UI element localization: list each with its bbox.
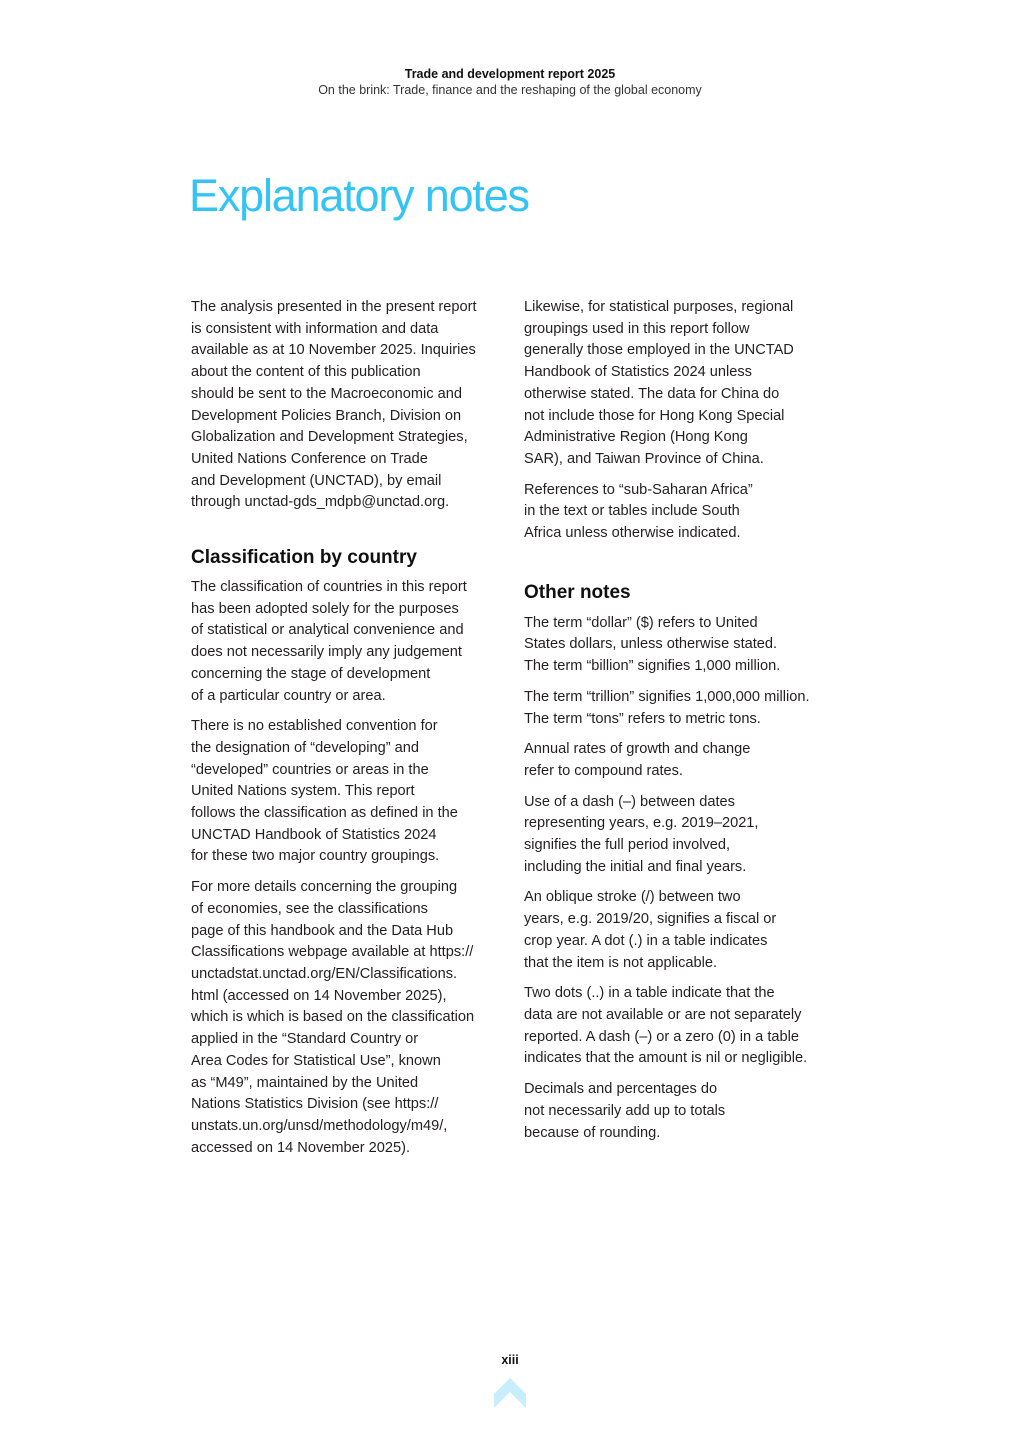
text-line: in the text or tables include South — [524, 503, 740, 520]
oblique-stroke-paragraph — [524, 887, 834, 974]
report-title: Trade and development report 2025 — [404, 67, 616, 81]
text-line: unctadstat.unctad.org/EN/Classifications. — [191, 965, 458, 982]
text-line: Classifications webpage available at https:// — [191, 944, 474, 961]
right-column — [524, 297, 834, 1153]
left-column — [191, 297, 501, 1168]
text-line: An oblique stroke (/) between two — [524, 889, 741, 906]
text-line: Africa unless otherwise indicated. — [524, 525, 741, 542]
text-line: years, e.g. 2019/20, signifies a fiscal or — [524, 911, 777, 928]
text-line: Two dots (..) in a table indicate that the — [524, 985, 775, 1002]
text-line: generally those employed in the UNCTAD — [524, 342, 794, 359]
growth-rates-paragraph — [524, 739, 834, 782]
running-header — [0, 66, 1020, 98]
text-line: United Nations Conference on Trade — [191, 450, 428, 467]
text-line: “developed” countries or areas in the — [191, 761, 429, 778]
text-line: groupings used in this report follow — [524, 320, 750, 337]
text-line: refer to compound rates. — [524, 762, 683, 779]
text-line: does not necessarily imply any judgement — [191, 644, 462, 661]
text-line: Likewise, for statistical purposes, regional — [524, 299, 794, 315]
text-line: data are not available or are not separately — [524, 1006, 802, 1023]
text-line: the designation of “developing” and — [191, 739, 419, 756]
text-line: Annual rates of growth and change — [524, 741, 751, 758]
text-line: The classification of countries in this report — [191, 579, 467, 596]
text-line: of a particular country or area. — [191, 687, 386, 704]
text-line: UNCTAD Handbook of Statistics 2024 — [191, 826, 437, 843]
text-line: follows the classification as defined in the — [191, 805, 458, 822]
text-line: Decimals and percentages do — [524, 1081, 718, 1098]
regional-groupings-paragraph — [524, 297, 834, 471]
page-title: Explanatory notes — [189, 170, 529, 221]
text-line: about the content of this publication — [191, 364, 421, 381]
trillion-note-paragraph — [524, 687, 834, 730]
page-footer — [0, 1352, 1020, 1368]
text-line: available as at 10 November 2025. Inquiries — [191, 342, 476, 359]
text-line: Use of a dash (–) between dates — [524, 793, 735, 810]
report-subtitle: On the brink: Trade, finance and the reshaping of the global economy — [318, 83, 702, 97]
text-line: The term “billion” signifies 1,000 million. — [524, 658, 781, 675]
intro-paragraph — [191, 297, 501, 514]
text-line: The term “tons” refers to metric tons. — [524, 710, 761, 727]
text-line: Administrative Region (Hong Kong — [524, 429, 748, 446]
text-line: html (accessed on 14 November 2025), — [191, 987, 447, 1004]
text-line: which is which is based on the classification — [191, 1009, 475, 1026]
text-line: signifies the full period involved, — [524, 837, 731, 854]
text-line: Area Codes for Statistical Use”, known — [191, 1052, 441, 1069]
text-line: SAR), and Taiwan Province of China. — [524, 450, 764, 467]
text-line: accessed on 14 November 2025). — [191, 1139, 411, 1156]
text-line: through unctad-gds_mdpb@unctad.org. — [191, 494, 450, 511]
classification-paragraph-3 — [191, 877, 501, 1159]
text-line: is consistent with information and data — [191, 320, 439, 337]
text-line: and Development (UNCTAD), by email — [191, 472, 442, 489]
text-line: indicates that the amount is nil or negligible. — [524, 1050, 808, 1067]
text-line: References to “sub-Saharan Africa” — [524, 481, 753, 498]
text-line: The term “dollar” ($) refers to United — [524, 614, 758, 631]
text-line: States dollars, unless otherwise stated. — [524, 636, 778, 653]
classification-paragraph-1 — [191, 577, 501, 707]
text-line: not include those for Hong Kong Special — [524, 407, 785, 424]
back-to-top-button[interactable] — [494, 1378, 526, 1408]
text-line: Globalization and Development Strategies, — [191, 429, 468, 446]
text-line: as “M49”, maintained by the United — [191, 1074, 419, 1091]
text-line: of economies, see the classifications — [191, 900, 428, 917]
text-line: has been adopted solely for the purposes — [191, 600, 459, 617]
text-line: United Nations system. This report — [191, 783, 415, 800]
text-line: Development Policies Branch, Division on — [191, 407, 462, 424]
sub-saharan-africa-paragraph — [524, 480, 834, 545]
text-line: because of rounding. — [524, 1124, 661, 1141]
two-dots-paragraph — [524, 983, 834, 1070]
text-line: There is no established convention for — [191, 718, 438, 735]
classification-heading: Classification by country — [191, 547, 417, 569]
dash-note-paragraph — [524, 792, 834, 879]
text-line: reported. A dash (–) or a zero (0) in a table — [524, 1028, 800, 1045]
classification-paragraph-2 — [191, 716, 501, 868]
text-line: should be sent to the Macroeconomic and — [191, 385, 462, 402]
chevron-up-icon — [494, 1378, 526, 1408]
text-line: applied in the “Standard Country or — [191, 1031, 419, 1048]
page-number: xiii — [501, 1353, 519, 1367]
text-line: of statistical or analytical convenience and — [191, 622, 464, 639]
text-line: not necessarily add up to totals — [524, 1102, 726, 1119]
rounding-paragraph — [524, 1079, 834, 1144]
text-line: unstats.un.org/unsd/methodology/m49/, — [191, 1117, 448, 1134]
text-line: otherwise stated. The data for China do — [524, 385, 780, 402]
text-line: For more details concerning the grouping — [191, 879, 458, 896]
text-line: including the initial and final years. — [524, 858, 747, 875]
text-line: Handbook of Statistics 2024 unless — [524, 364, 752, 381]
text-line: page of this handbook and the Data Hub — [191, 922, 454, 939]
text-line: for these two major country groupings. — [191, 848, 440, 865]
text-line: The analysis presented in the present report — [191, 299, 477, 315]
text-line: crop year. A dot (.) in a table indicates — [524, 932, 768, 949]
text-line: Nations Statistics Division (see https:// — [191, 1096, 439, 1113]
dollar-note-paragraph — [524, 613, 834, 678]
text-line: concerning the stage of development — [191, 665, 431, 682]
text-line: representing years, e.g. 2019–2021, — [524, 815, 759, 832]
other-notes-heading: Other notes — [524, 581, 631, 603]
text-line: The term “trillion” signifies 1,000,000 million. — [524, 688, 810, 705]
text-line: that the item is not applicable. — [524, 954, 718, 971]
